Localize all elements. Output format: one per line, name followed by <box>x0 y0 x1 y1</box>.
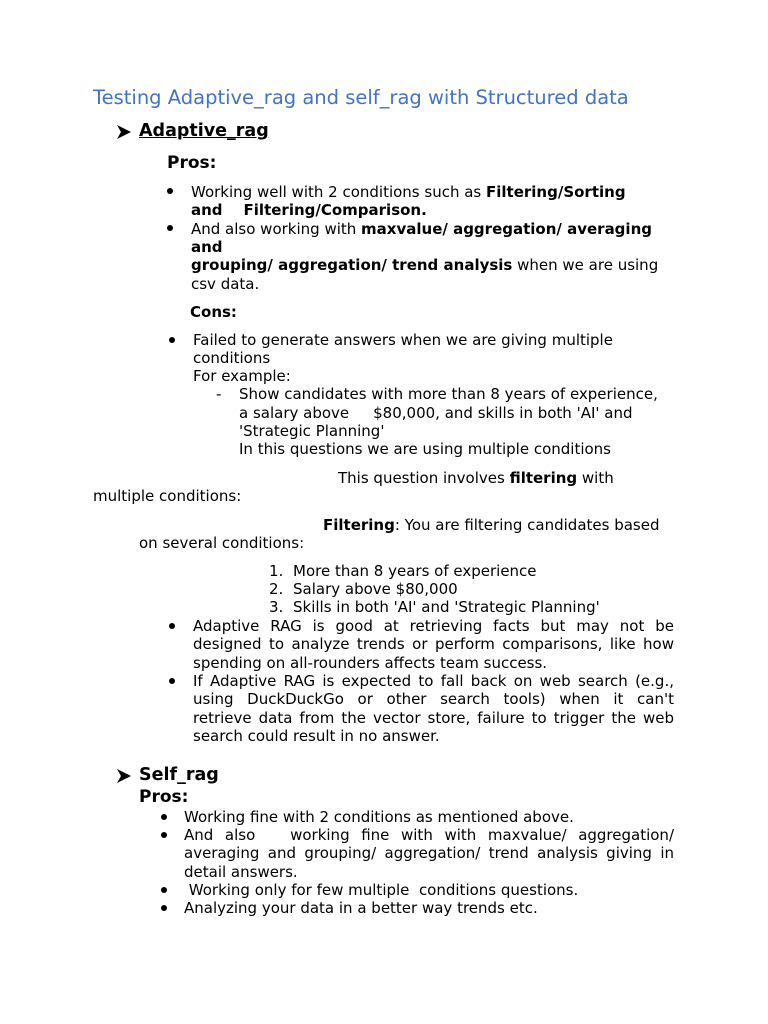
text-span: And also working with <box>191 220 362 238</box>
arrow-bullet-icon <box>116 768 132 784</box>
bold-text: filtering <box>509 469 578 487</box>
adaptive-pro-1-line-2 <box>191 201 427 219</box>
adaptive-con-1-line-1: Failed to generate answers when we are giving multiple <box>193 331 613 349</box>
bold-text: grouping/ aggregation/ trend analysis <box>191 256 513 274</box>
adaptive-pro-2-line-1 <box>191 220 652 238</box>
example-line-3: 'Strategic Planning' <box>239 422 385 440</box>
text-span: This question involves <box>338 469 510 487</box>
adaptive-pro-2-line-2: and <box>191 238 223 256</box>
adaptive-pro-1-line-1 <box>191 183 626 201</box>
bold-text: and <box>191 201 223 219</box>
bullet-dot <box>169 623 175 629</box>
example-line-1: Show candidates with more than 8 years of experience, <box>239 385 658 403</box>
adaptive-con-1-line-3: For example: <box>193 367 291 385</box>
text-line: spending on all-rounders affects team success. <box>193 653 548 672</box>
example-line-2 <box>239 404 633 422</box>
adaptive-pros-heading: Pros: <box>167 153 217 173</box>
bullet-dot <box>161 814 167 820</box>
bold-text: Filtering/Sorting <box>486 183 626 201</box>
self-item-2 <box>184 826 674 881</box>
numbered-item-2-number: 2. <box>269 580 284 598</box>
self-item-3: Working only for few multiple conditions questions. <box>184 881 579 899</box>
section-heading-adaptive-rag: Adaptive_rag <box>139 121 269 141</box>
text-span: with <box>577 469 614 487</box>
text-span: $80,000, and skills in both 'AI' and <box>373 404 633 422</box>
adaptive-con-1-line-2: conditions <box>193 349 271 367</box>
bullet-dot <box>167 225 173 231</box>
text-span: Working well with 2 conditions such as <box>191 183 487 201</box>
text-line: detail answers. <box>184 862 298 881</box>
numbered-item-1-number: 1. <box>269 562 284 580</box>
arrow-bullet-icon <box>116 124 132 140</box>
self-item-4: Analyzing your data in a better way trends etc. <box>184 899 538 917</box>
bullet-dot <box>161 887 167 893</box>
text-line: search could result in no answer. <box>193 726 440 745</box>
adaptive-bullet-web-search <box>193 672 674 745</box>
text-line: using DuckDuckGo or other search tools) when it can't <box>193 690 674 709</box>
text-line: retrieve data from the vector store, failure to trigger the web <box>193 708 674 727</box>
text-span: when we are using <box>512 256 659 274</box>
text-span: : You are filtering candidates based <box>394 516 660 534</box>
bullet-dot <box>161 905 167 911</box>
text-line: If Adaptive RAG is expected to fall back on web search (e.g., <box>193 672 674 690</box>
numbered-item-3-text: Skills in both 'AI' and 'Strategic Planning' <box>293 598 600 616</box>
bullet-dot <box>169 337 175 343</box>
bullet-dot <box>167 188 173 194</box>
filtering-line-1 <box>323 516 660 534</box>
text-line: designed to analyze trends or perform comparisons, like how <box>193 635 674 654</box>
bold-text: Filtering/Comparison. <box>243 201 427 219</box>
numbered-item-3-number: 3. <box>269 598 284 616</box>
text-line: averaging and grouping/ aggregation/ trend analysis giving in <box>184 844 674 863</box>
adaptive-cons-heading: Cons: <box>190 303 237 321</box>
bold-text: maxvalue/ aggregation/ averaging <box>361 220 652 238</box>
bullet-dot <box>161 832 167 838</box>
section-heading-self-rag: Self_rag <box>139 765 219 785</box>
involves-line-2: multiple conditions: <box>93 487 242 505</box>
dash-bullet: - <box>216 385 222 403</box>
adaptive-pro-2-line-3 <box>191 256 658 274</box>
filtering-line-2: on several conditions: <box>139 534 305 552</box>
bullet-dot <box>169 678 175 684</box>
adaptive-pro-2-line-4: csv data. <box>191 275 260 293</box>
text-line: Adaptive RAG is good at retrieving facts but may not be <box>193 617 674 635</box>
self-item-1: Working fine with 2 conditions as mentioned above. <box>184 808 574 826</box>
involves-line-1 <box>338 469 614 487</box>
numbered-item-2-text: Salary above $80,000 <box>293 580 458 598</box>
adaptive-bullet-trends <box>193 617 674 672</box>
example-line-4: In this questions we are using multiple conditions <box>239 440 611 458</box>
numbered-item-1-text: More than 8 years of experience <box>293 562 537 580</box>
document-title: Testing Adaptive_rag and self_rag with Structured data <box>93 86 629 109</box>
self-pros-heading: Pros: <box>139 787 189 807</box>
bold-text: Filtering <box>323 516 395 534</box>
text-span: a salary above <box>239 404 350 422</box>
text-line: And also working fine with with maxvalue/ aggregation/ <box>184 826 674 844</box>
